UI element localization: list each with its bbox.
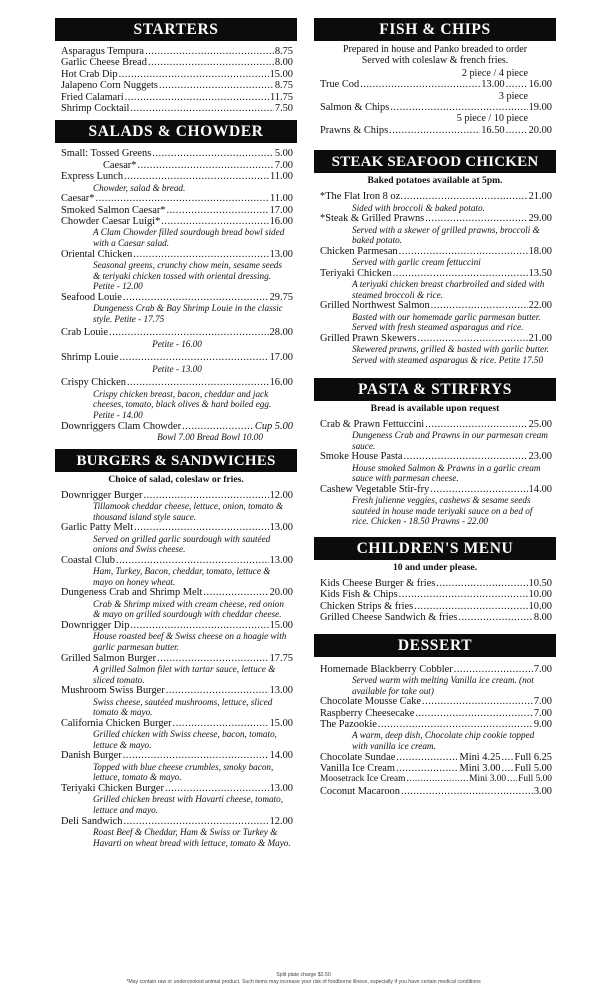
size-label: 3 piece xyxy=(498,90,528,102)
menu-item: Teriyaki Chicken Burger ..... 13.00 xyxy=(61,783,293,794)
menu-item: Jalapeno Corn Nuggets ..... 8.75 xyxy=(61,80,293,91)
salads-list xyxy=(55,143,297,442)
menu-item: Small: Tossed Greens ..... 5.00 xyxy=(61,148,293,159)
menu-item: Moosetrack Ice Cream ..... Mini 3.00 ..... Full 5.00 xyxy=(320,774,552,785)
menu-item: Chicken Strips & fries ..... 10.00 xyxy=(320,601,552,612)
item-description: Seasonal greens, crunchy chow mein, sesame seeds & teriyaki chicken tossed with oriental dressing. Petite - 12.00 xyxy=(93,260,282,292)
pasta-list xyxy=(314,419,556,527)
item-description: A Clam Chowder filled sourdough bread bowl sided with a Caesar salad. xyxy=(93,227,285,249)
item-sizes: Bowl 7.00 Bread Bowl 10.00 xyxy=(157,432,263,443)
dessert-list xyxy=(314,657,556,798)
menu-item: Grilled Prawn Skewers ..... 21.00 xyxy=(320,333,552,344)
menu-item: The Pazookie ..... 9.00 xyxy=(320,719,552,730)
menu-item: Crispy Chicken ..... 16.00 xyxy=(61,377,293,388)
menu-item: Caesar* ..... 7.00 xyxy=(61,160,293,171)
menu-item: Hot Crab Dip ..... 15.00 xyxy=(61,69,293,80)
menu-item: Teriyaki Chicken ..... 13.50 xyxy=(320,268,552,279)
menu-item: Asparagus Tempura ..... 8.75 xyxy=(61,46,293,57)
dessert-section xyxy=(314,634,556,798)
section-header: SALADS & CHOWDER xyxy=(55,120,297,143)
item-description: Served on grilled garlic sourdough with sautéed onions and Swiss cheese. xyxy=(93,533,271,555)
section-note: Bread is available upon request xyxy=(370,402,500,414)
size-label: 2 piece / 4 piece xyxy=(461,67,528,79)
menu-item: Homemade Blackberry Cobbler ..... 7.00 xyxy=(320,664,552,675)
menu-item: Shrimp Louie ..... 17.00 xyxy=(61,352,293,363)
menu-item: Cashew Vegetable Stir-fry ..... 14.00 xyxy=(320,484,552,495)
menu-item: Kids Fish & Chips ..... 10.00 xyxy=(320,589,552,600)
menu-item: *Steak & Grilled Prawns ..... 29.00 xyxy=(320,213,552,224)
menu-item: Dungeness Crab and Shrimp Melt ..... 20.00 xyxy=(61,587,293,598)
starters-list xyxy=(55,41,297,114)
fish-section xyxy=(314,18,556,136)
menu-item: Mushroom Swiss Burger ..... 13.00 xyxy=(61,685,293,696)
menu-item: Caesar* ..... 11.00 xyxy=(61,193,293,204)
section-note: 10 and under please. xyxy=(392,562,478,573)
item-description: A warm, deep dish, Chocolate chip cookie topped with vanilla ice cream. xyxy=(352,730,535,752)
children-section xyxy=(314,537,556,624)
menu-item: Danish Burger ..... 14.00 xyxy=(61,750,293,761)
menu-item: Seafood Louie ..... 29.75 xyxy=(61,292,293,303)
menu-item: Coconut Macaroon ..... 3.00 xyxy=(320,786,552,797)
menu-item: Garlic Patty Melt ..... 13.00 xyxy=(61,522,293,533)
item-description: Served warm with melting Vanilla ice cream. (not available for take out) xyxy=(352,675,534,696)
item-description: Crab & Shrimp mixed with cream cheese, red onion & mayo on grilled sourdough with cheddar cheese. xyxy=(93,598,284,620)
menu-item: Express Lunch ..... 11.00 xyxy=(61,171,293,182)
steak-section xyxy=(314,150,556,365)
section-note: Choice of salad, coleslaw or fries. xyxy=(108,473,244,485)
starters-section xyxy=(55,18,297,114)
item-description: A teriyaki chicken breast charbroiled and sided with steamed broccoli & rice. xyxy=(352,279,545,300)
item-description: Skewered prawns, grilled & basted with garlic butter. Served with steamed asparagus & rice. Petite 17.50 xyxy=(352,344,549,366)
item-description: Served with a skewer of grilled prawns, broccoli & baked potato. xyxy=(352,224,540,246)
item-description: Fresh julienne veggies, cashews & sesame seeds sautéed in house made teriyaki sauce on a bed of rice. Chicken - 18.50 Prawns - 22.00 xyxy=(352,495,533,527)
menu-item: California Chicken Burger ..... 15.00 xyxy=(61,718,293,729)
steak-list xyxy=(314,191,556,365)
section-header: STARTERS xyxy=(55,18,297,41)
menu-item: Grilled Northwest Salmon ..... 22.00 xyxy=(320,300,552,311)
menu-item: Garlic Cheese Bread ..... 8.00 xyxy=(61,57,293,68)
menu-item: Chocolate Sundae ..... Mini 4.25 ..... Full 6.25 xyxy=(320,752,552,763)
menu-item: Fried Calamari ..... 11.75 xyxy=(61,92,293,103)
fish-list xyxy=(314,67,556,136)
menu-item: Chowder Caesar Luigi* ..... 16.00 xyxy=(61,216,293,227)
menu-item: Smoked Salmon Caesar* ..... 17.00 xyxy=(61,205,293,216)
menu-item: Raspberry Cheesecake ..... 7.00 xyxy=(320,708,552,719)
section-header: FISH & CHIPS xyxy=(314,18,556,41)
item-description: Roast Beef & Cheddar, Ham & Swiss or Turkey & Havarti on wheat bread with lettuce, tomato & Mayo. xyxy=(93,826,291,848)
raw-food-disclaimer: *May contain raw or undercooked animal product. Such items may increase your risk of foodborne illness, especially if you have certain medical conditions xyxy=(126,979,481,985)
menu-item: Vanilla Ice Cream ..... Mini 3.00 ..... Full 5.00 xyxy=(320,763,552,774)
item-description: Grilled chicken with Swiss cheese, bacon, tomato, lettuce & mayo. xyxy=(93,729,277,750)
menu-item: Crab & Prawn Fettuccini ..... 25.00 xyxy=(320,419,552,430)
item-description: Ham, Turkey, Bacon, cheddar, tomato, lettuce & mayo on honey wheat. xyxy=(93,566,271,587)
menu-item: Deli Sandwich ..... 12.00 xyxy=(61,816,293,827)
section-note: Baked potatoes available at 5pm. xyxy=(367,175,503,187)
menu-item: Grilled Cheese Sandwich & fries ..... 8.00 xyxy=(320,612,552,623)
item-description: Crispy chicken breast, bacon, cheddar and jack cheeses, tomato, black olives & hard boiled egg. Petite - 14.00 xyxy=(93,388,272,421)
menu-item: Downriggers Clam Chowder ..... Cup 5.00 xyxy=(61,421,293,432)
salads-section xyxy=(55,120,297,442)
menu-item: Grilled Salmon Burger ..... 17.75 xyxy=(61,653,293,664)
item-description: Sided with broccoli & baked potato. xyxy=(352,202,485,213)
item-petite: Petite - 16.00 xyxy=(152,338,202,349)
menu-item: Smoke House Pasta ..... 23.00 xyxy=(320,451,552,462)
burgers-list xyxy=(55,490,297,849)
size-label: 5 piece / 10 piece xyxy=(456,113,528,125)
menu-item: Chicken Parmesan ..... 18.00 xyxy=(320,246,552,257)
menu-item: Chocolate Mousse Cake ..... 7.00 xyxy=(320,696,552,707)
item-description: Grilled chicken breast with Havarti cheese, tomato, lettuce and mayo. xyxy=(93,794,284,815)
menu-item: Oriental Chicken ..... 13.00 xyxy=(61,249,293,260)
menu-item: Coastal Club ..... 13.00 xyxy=(61,555,293,566)
item-description: Dungeness Crab & Bay Shrimp Louie in the classic style. Petite - 17.75 xyxy=(93,303,283,324)
menu-item: Shrimp Cocktail ..... 7.50 xyxy=(61,103,293,114)
menu-item: Downrigger Burger ..... 12.00 xyxy=(61,490,293,501)
burgers-section xyxy=(55,449,297,849)
menu-item: Kids Cheese Burger & fries ..... 10.50 xyxy=(320,578,552,589)
menu-item: Downrigger Dip ..... 15.00 xyxy=(61,620,293,631)
menu-item: Crab Louie ..... 28.00 xyxy=(61,327,293,338)
section-header: PASTA & STIRFRYS xyxy=(314,378,556,401)
pasta-section xyxy=(314,378,556,527)
split-plate-note: Split plate charge $2.50 xyxy=(276,972,331,978)
section-header: CHILDREN'S MENU xyxy=(314,537,556,560)
right-column xyxy=(314,18,556,803)
item-description: House smoked Salmon & Prawns in a garlic cream sauce with parmesan cheese. xyxy=(352,462,541,484)
section-note: Prepared in house and Panko breaded to order xyxy=(342,44,528,55)
section-header: STEAK SEAFOOD CHICKEN xyxy=(314,150,556,173)
menu-item: Prawns & Chips ..... 16.50 ..... 20.00 xyxy=(320,125,552,136)
menu-item: Salmon & Chips ..... 19.00 xyxy=(320,102,552,113)
item-description: Tillamook cheddar cheese, lettuce, onion, tomato & thousand island style sauce. xyxy=(93,501,284,522)
left-column xyxy=(55,18,297,854)
item-description: House roasted beef & Swiss cheese on a hoagie with garlic parmesan butter. xyxy=(93,631,287,652)
item-description: Topped with blue cheese crumbles, smoky bacon, lettuce, tomato & mayo. xyxy=(93,761,274,783)
item-description: Swiss cheese, sautéed mushrooms, lettuce, sliced tomato & mayo. xyxy=(93,696,273,718)
section-note: Served with coleslaw & french fries. xyxy=(361,55,509,67)
section-header: DESSERT xyxy=(314,634,556,657)
item-description: Served with garlic cream fettuccini xyxy=(352,257,481,268)
menu-item: *The Flat Iron 8 oz. ..... 21.00 xyxy=(320,191,552,202)
item-description: Dungeness Crab and Prawns in our parmesan cream sauce. xyxy=(352,430,548,451)
item-description: A grilled Salmon filet with tartar sauce, lettuce & sliced tomato. xyxy=(93,664,276,685)
section-header: BURGERS & SANDWICHES xyxy=(55,449,297,472)
item-petite: Petite - 13.00 xyxy=(152,363,202,374)
item-description: Basted with our homemade garlic parmesan butter. Served with fresh steamed asparagus and rice. xyxy=(352,311,541,333)
item-description: Chowder, salad & bread. xyxy=(93,182,186,193)
children-list xyxy=(314,578,556,624)
menu-item: True Cod ..... 13.00 ..... 16.00 xyxy=(320,79,552,90)
